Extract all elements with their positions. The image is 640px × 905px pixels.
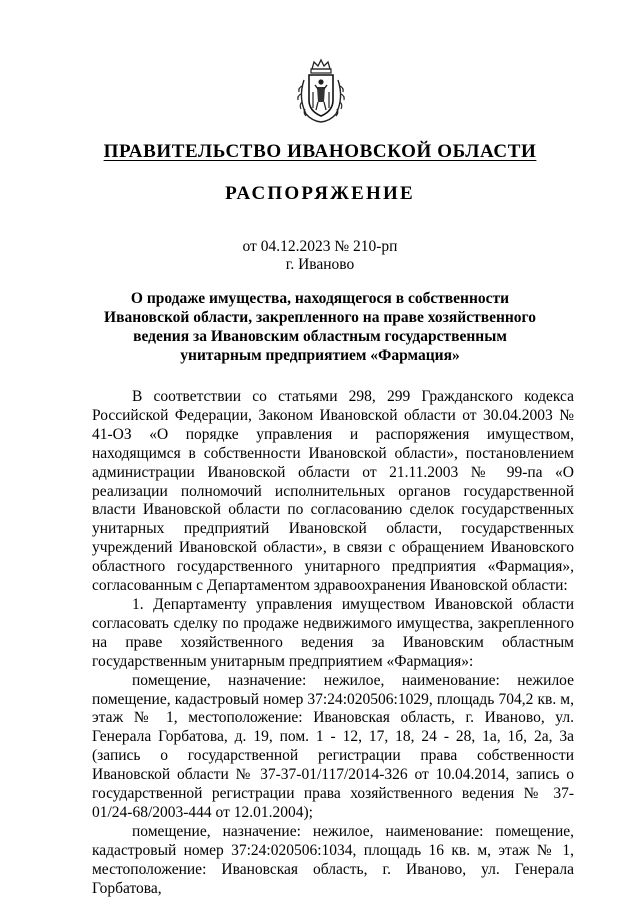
body-paragraph: помещение, назначение: нежилое, наименование: нежилое помещение, кадастровый номер 37:24:020506:1029, площадь 704,2 кв. м, этаж № 1, местоположение: Ивановская область, г. Иваново, ул. Генерала Горбатова, д. 19, пом. 1 - 12, 17, 18, 24 - 28, 1а, 1б, 2а, 3а (запись о государственной регистрации права собственности Ивановской области № 37-37-01/117/2014-326 от 10.04.2014, запись о государственной регистрации права хозяйственного ведения № 37-01/24-68/2003-444 от 12.01.2004);	[92, 671, 574, 821]
coat-of-arms-icon	[296, 58, 346, 124]
document-date-number: от 04.12.2023 № 210-рп	[242, 238, 398, 255]
subject-line: унитарным предприятием «Фармация»	[180, 347, 460, 364]
subject-line: Ивановской области, закрепленного на праве хозяйственного	[104, 309, 536, 326]
subject-line: О продаже имущества, находящегося в собственности	[130, 290, 510, 307]
subject-line: ведения за Ивановским областным государственным	[133, 328, 507, 345]
government-name: ПРАВИТЕЛЬСТВО ИВАНОВСКОЙ ОБЛАСТИ	[103, 141, 537, 162]
body-paragraph: помещение, назначение: нежилое, наименование: помещение, кадастровый номер 37:24:020506:1034, площадь 16 кв. м, этаж № 1, местоположение: Ивановская область, г. Иваново, ул. Генерала Горбатова,	[92, 822, 574, 897]
body-paragraph: В соответствии со статьями 298, 299 Гражданского кодекса Российской Федерации, Законом Ивановской области от 30.04.2003 № 41-ОЗ «О порядке управления и распоряжения имуществом, находящимся в собственности Ивановской области», постановлением администрации Ивановской области от 21.11.2003 № 99-па «О реализации полномочий исполнительных органов государственной власти Ивановской области по согласованию сделок государственных унитарных предприятий Ивановской области, государственных учреждений Ивановской области», в связи с обращением Ивановского областного государственного унитарного предприятия «Фармация», согласованным с Департаментом здравоохранения Ивановской области:	[92, 388, 574, 595]
body-paragraph: 1. Департаменту управления имуществом Ивановской области согласовать сделку по продаже недвижимого имущества, закрепленного на праве хозяйственного ведения за Ивановским областным государственным унитарным предприятием «Фармация»:	[92, 595, 574, 670]
document-subject	[100, 289, 540, 365]
document-body	[92, 388, 574, 898]
document-type: РАСПОРЯЖЕНИЕ	[225, 183, 415, 204]
document-city: г. Иваново	[285, 256, 355, 273]
